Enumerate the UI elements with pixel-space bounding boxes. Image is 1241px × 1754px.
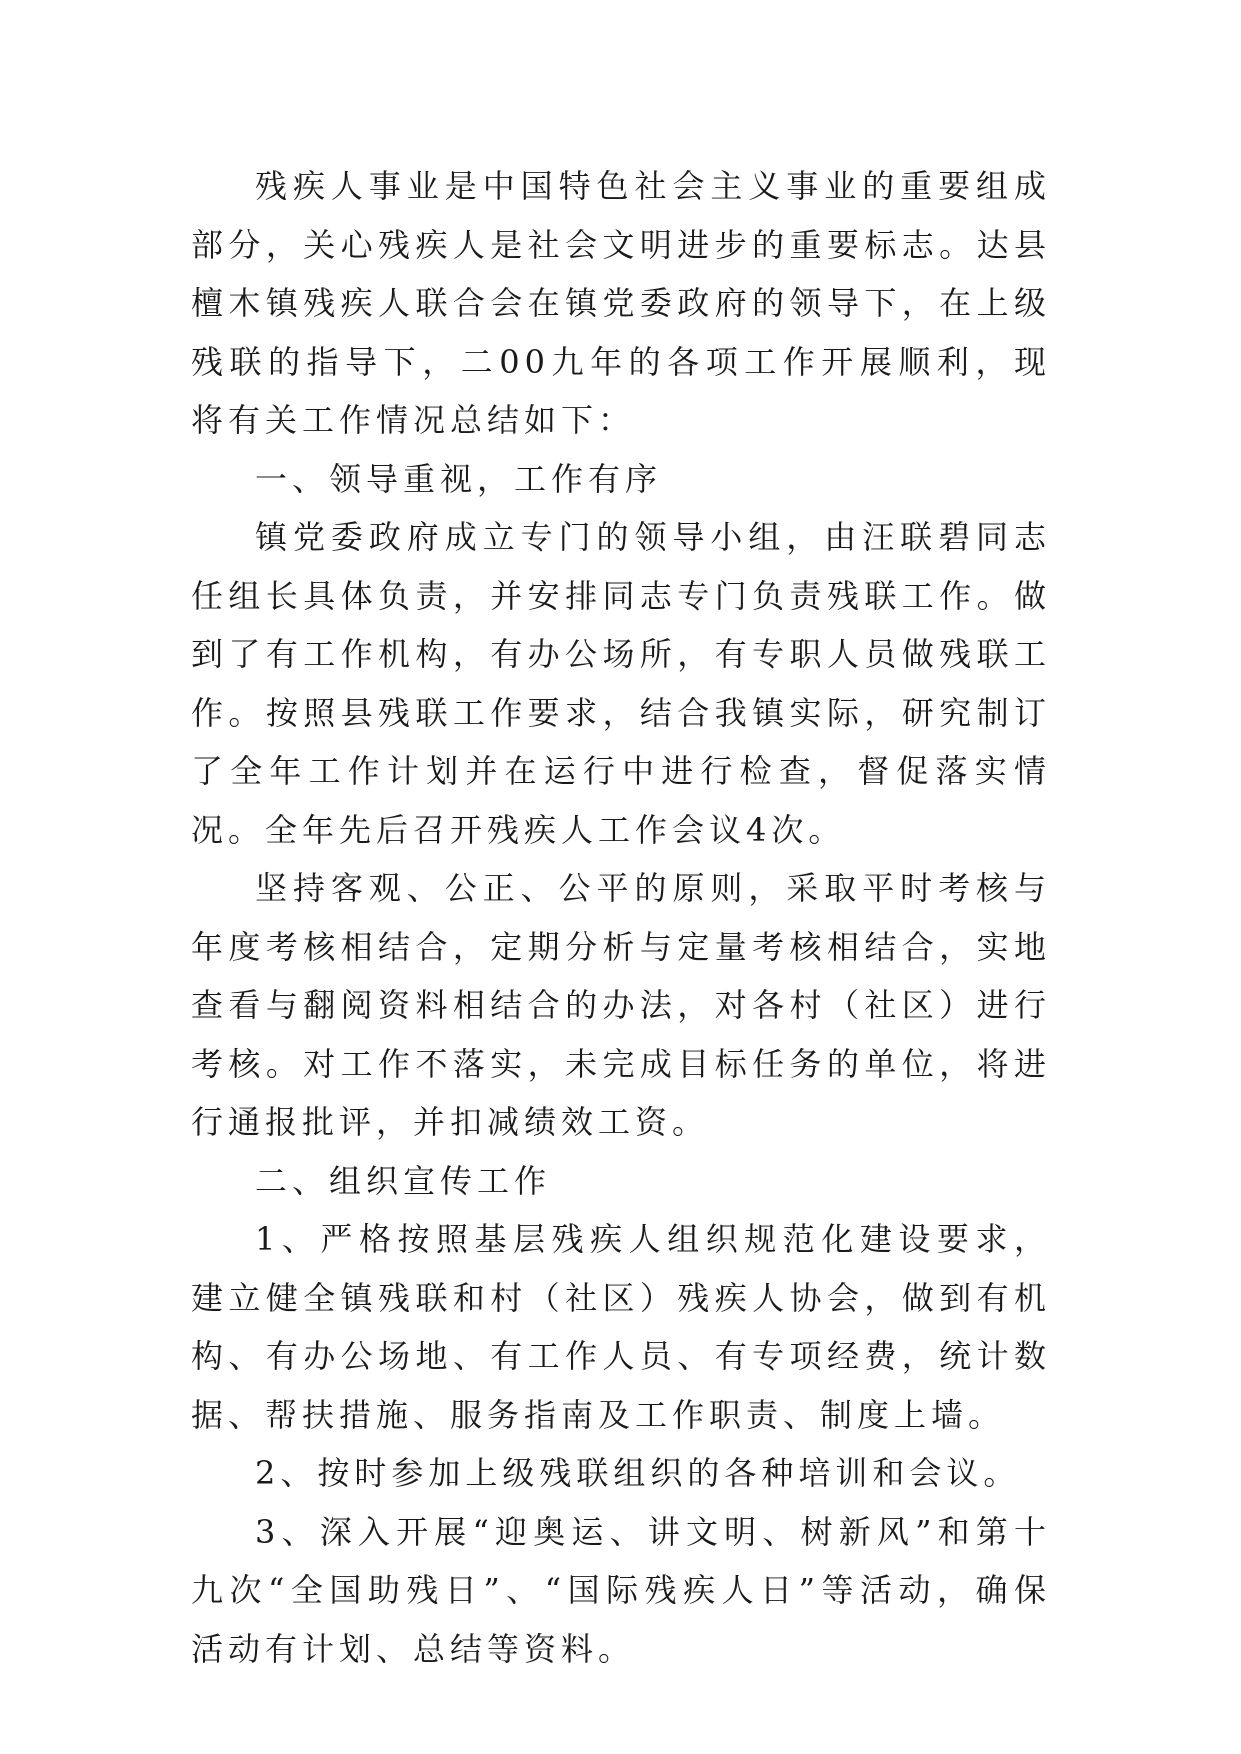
intro-paragraph: 残疾人事业是中国特色社会主义事业的重要组成部分，关心残疾人是社会文明进步的重要标志。达县檀木镇残疾人联合会在镇党委政府的领导下，在上级残联的指导下，二00九年的各项工作开展顺利，现将有关工作情况总结如下：	[191, 167, 1051, 439]
section-2-item-2: 2、按时参加上级残联组织的各种培训和会议。	[255, 1454, 1021, 1492]
section-2-item-1: 1、严格按照基层残疾人组织规范化建设要求，建立健全镇残联和村（社区）残疾人协会，做到有机构、有办公场地、有工作人员、有专项经费，统计数据、帮扶措施、服务指南及工作职责、制度上墙。	[191, 1220, 1051, 1434]
document-body	[191, 157, 1051, 1678]
section-heading-2: 二、组织宣传工作	[255, 1161, 552, 1200]
section-heading-1: 一、领导重视，工作有序	[255, 459, 663, 498]
section-1-paragraph-1: 镇党委政府成立专门的领导小组，由汪联碧同志任组长具体负责，并安排同志专门负责残联工作。做到了有工作机构，有办公场所，有专职人员做残联工作。按照县残联工作要求，结合我镇实际，研究制订了全年工作计划并在运行中进行检查，督促落实情况。全年先后召开残疾人工作会议4次。	[191, 518, 1051, 849]
section-1-paragraph-2: 坚持客观、公正、公平的原则，采取平时考核与年度考核相结合，定期分析与定量考核相结合，实地查看与翻阅资料相结合的办法，对各村（社区）进行考核。对工作不落实，未完成目标任务的单位，将进行通报批评，并扣减绩效工资。	[191, 869, 1051, 1141]
section-2-item-3: 3、深入开展“迎奥运、讲文明、树新风”和第十九次“全国助残日”、“国际残疾人日”等活动，确保活动有计划、总结等资料。	[191, 1512, 1051, 1668]
